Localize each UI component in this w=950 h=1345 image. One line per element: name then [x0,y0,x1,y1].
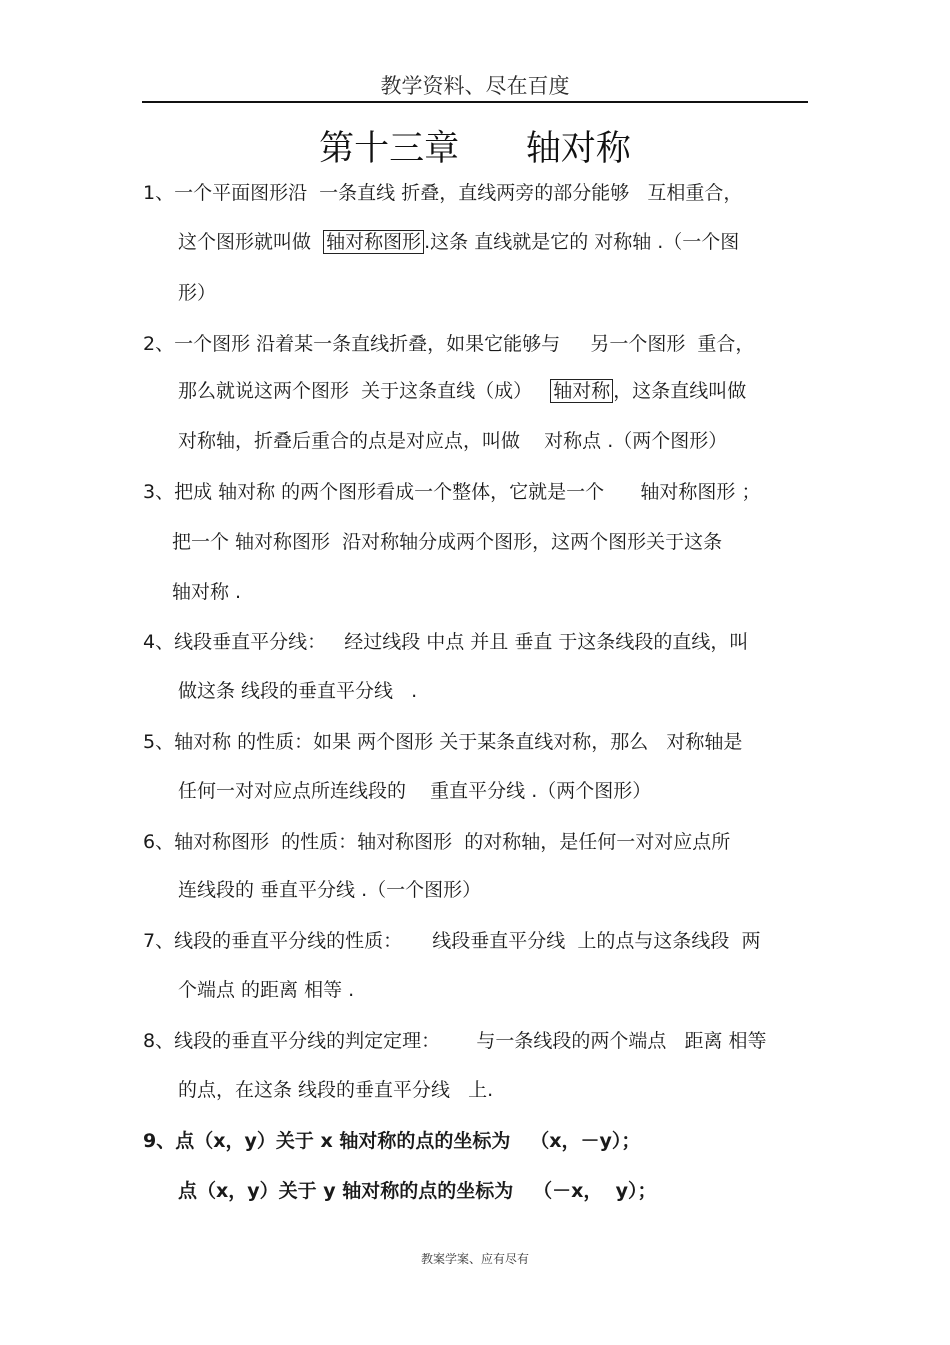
header-rule [142,101,808,103]
page-footer: 教案学案、应有尽有 [420,1252,529,1266]
item-2-line-2 [178,378,746,404]
boxed-term: 轴对称 [550,379,613,403]
item-6-line-1: 6、轴对称图形 的性质：轴对称图形 的对称轴，是任何一对对应点所 [143,831,731,853]
item-3-line-3: 轴对称 . [172,581,242,603]
item-8-line-2: 的点，在这条 线段的垂直平分线 上. [178,1079,494,1101]
item-1-line-2 [178,229,739,255]
item-9-line-1: 9、点（x，y）关于 x 轴对称的点的坐标为 （x，－y）； [143,1130,641,1152]
item-8-line-1: 8、线段的垂直平分线的判定定理： 与一条线段的两个端点 距离 相等 [143,1030,767,1052]
item-5-line-2: 任何一对对应点所连线段的 重直平分线 .（两个图形） [178,780,652,802]
text-segment: .这条 直线就是它的 对称轴 .（一个图 [424,231,740,253]
text-segment: 这个图形就叫做 [178,231,324,253]
text-segment: ，这条直线叫做 [613,380,747,402]
boxed-term: 轴对称图形 [323,230,424,254]
item-9-line-2: 点（x，y）关于 y 轴对称的点的坐标为 （－x， y）； [178,1180,657,1202]
chapter-title [0,121,950,171]
item-2-line-1: 2、一个图形 沿着某一条直线折叠，如果它能够与 另一个图形 重合， [143,333,755,355]
text-segment: 那么就说这两个图形 关于这条直线（成） [178,380,551,402]
item-3-line-1: 3、把成 轴对称 的两个图形看成一个整体，它就是一个 轴对称图形 ； [143,481,761,503]
item-4-line-1: 4、线段垂直平分线： 经过线段 中点 并且 垂直 于这条线段的直线，叫 [143,631,749,653]
item-6-line-2: 连线段的 垂直平分线 .（一个图形） [178,879,482,901]
item-7-line-2: 个端点 的距离 相等 . [178,979,355,1001]
chapter-number: 第十三章 [319,129,460,169]
item-7-line-1: 7、线段的垂直平分线的性质： 线段垂直平分线 上的点与这条线段 两 [143,930,761,952]
item-4-line-2: 做这条 线段的垂直平分线 . [178,680,418,702]
item-3-line-2: 把一个 轴对称图形 沿对称轴分成两个图形，这两个图形关于这条 [172,531,723,553]
page-header: 教学资料、尽在百度 [380,74,570,98]
item-2-line-3: 对称轴，折叠后重合的点是对应点，叫做 对称点 .（两个图形） [178,430,728,452]
item-5-line-1: 5、轴对称 的性质：如果 两个图形 关于某条直线对称，那么 对称轴是 [143,731,743,753]
chapter-topic: 轴对称 [525,129,631,169]
item-1-line-3: 形） [178,282,217,304]
item-1-line-1: 1、一个平面图形沿 一条直线 折叠，直线两旁的部分能够 互相重合， [143,182,743,204]
